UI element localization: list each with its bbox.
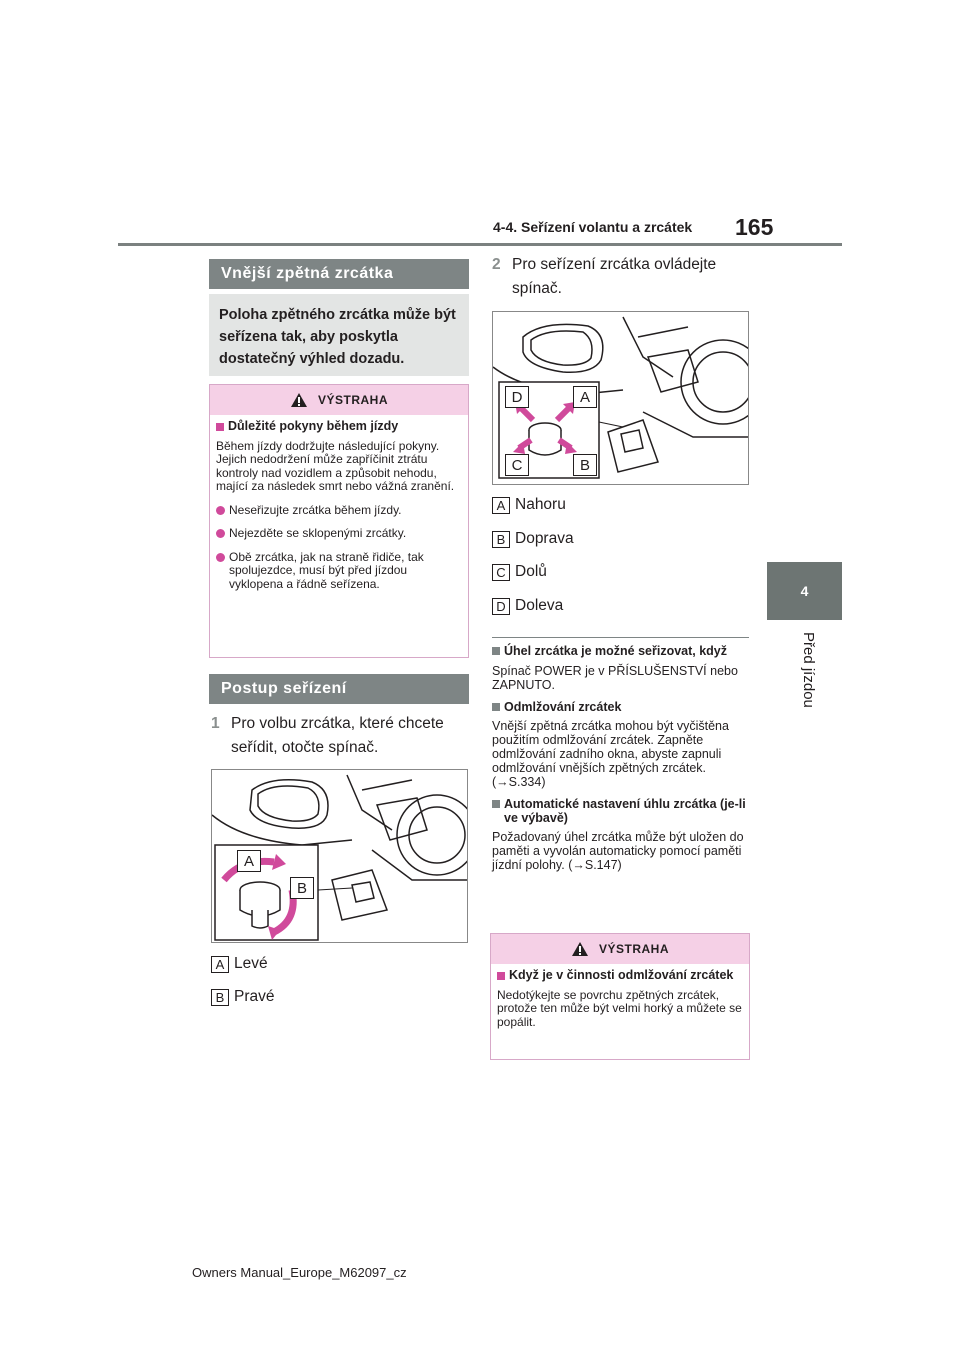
warning-bullet — [216, 504, 462, 518]
legend-item — [492, 496, 566, 514]
figure-label-a: A — [237, 850, 261, 872]
note-heading — [492, 797, 750, 825]
mirror-adjust-illustration — [492, 311, 749, 485]
figure-label-a: A — [573, 386, 597, 408]
intro-box — [209, 294, 469, 376]
note-heading — [492, 700, 750, 714]
mirror-select-illustration — [211, 769, 468, 943]
warning-subheading — [497, 969, 743, 983]
warning-icon — [290, 392, 308, 408]
warning-bullet-text: Nejezděte se sklopenými zrcátky. — [229, 526, 407, 540]
warning-body — [491, 964, 749, 1035]
legend-key: A — [211, 956, 229, 973]
step-text: Pro volbu zrcátka, které chcete seřídit, otočte spínač. — [231, 715, 444, 756]
warning-text: Nedotýkejte se povrchu zpětných zrcátek, protože ten může být velmi horký a můžete se popálit. — [497, 987, 742, 1029]
legend-text: Nahoru — [515, 496, 566, 513]
legend-item — [492, 597, 563, 615]
warning-subheading-text: Důležité pokyny během jízdy — [228, 419, 399, 433]
page-number: 165 — [735, 214, 774, 240]
legend-key: B — [492, 531, 510, 548]
legend-item — [492, 563, 547, 581]
intro-text: Poloha zpětného zrcátka může být seřízena tak, aby poskytla dostatečný výhled dozadu. — [219, 307, 456, 367]
notes-divider — [492, 637, 749, 638]
legend-text: Pravé — [234, 988, 275, 1005]
header-rule — [118, 243, 842, 246]
warning-bullet — [216, 551, 462, 592]
warning-icon — [571, 941, 589, 957]
step-1 — [211, 712, 469, 760]
step-2 — [492, 253, 750, 301]
legend-item — [211, 955, 268, 973]
legend-text: Doprava — [515, 530, 574, 547]
square-bullet-icon — [492, 800, 500, 808]
legend-key: C — [492, 564, 510, 581]
note-text: Spínač POWER je v PŘÍSLUŠENSTVÍ nebo ZAPNUTO. — [492, 664, 738, 692]
warning-header — [210, 385, 468, 415]
chapter-number: 4 — [800, 583, 809, 599]
square-bullet-icon — [497, 972, 505, 980]
square-bullet-icon — [492, 647, 500, 655]
legend-item — [492, 530, 574, 548]
warning-bullet — [216, 527, 462, 541]
legend-key: B — [211, 989, 229, 1006]
warning-title: VÝSTRAHA — [317, 393, 388, 407]
mirror-adjust-drawing — [493, 312, 748, 484]
warning-subheading — [216, 420, 462, 434]
notes-section — [492, 644, 750, 872]
legend-key: A — [492, 497, 510, 514]
note-heading — [492, 644, 750, 658]
section-heading: Vnější zpětná zrcátka — [209, 259, 469, 289]
footer-manual-id: Owners Manual_Europe_M62097_cz — [192, 1265, 407, 1280]
warning-header — [491, 934, 749, 964]
square-bullet-icon — [492, 703, 500, 711]
figure-label-d: D — [505, 386, 529, 408]
note-text: Požadovaný úhel zrcátka může být uložen do paměti a vyvolán automaticky pomocí paměti jízdní polohy. (→S.147) — [492, 830, 744, 872]
step-text: Pro seřízení zrcátka ovládejte spínač. — [512, 256, 717, 297]
warning-body — [210, 415, 468, 597]
warning-title: VÝSTRAHA — [598, 942, 669, 956]
procedure-heading: Postup seřízení — [209, 674, 469, 704]
legend-text: Levé — [234, 955, 268, 972]
dot-bullet-icon — [216, 553, 225, 562]
note-heading-text: Automatické nastavení úhlu zrcátka (je-li ve výbavě) — [504, 797, 746, 825]
legend-item — [211, 988, 275, 1006]
figure-label-b: B — [290, 877, 314, 899]
note-heading-text: Úhel zrcátka je možné seřizovat, když — [504, 644, 728, 658]
warning-subheading-text: Když je v činnosti odmlžování zrcátek — [509, 968, 734, 982]
dot-bullet-icon — [216, 506, 225, 515]
note-text: Vnější zpětná zrcátka mohou být vyčištěna použitím odmlžování zrcátek. Zapněte odmlžování zadního okna, abyste zapnuli odmlžování vnějších zpětných zrcátek. (→S.334) — [492, 719, 729, 789]
legend-text: Doleva — [515, 597, 564, 614]
header-section-title: 4-4. Seřízení volantu a zrcátek — [493, 219, 693, 235]
warning-text: Během jízdy dodržujte následující pokyny. Jejich nedodržení může zapříčinit ztrátu kontroly nad vozidlem a způsobit nehodu, mající za následek smrt nebo vážná zranění. — [216, 438, 455, 493]
chapter-label: Před jízdou — [800, 632, 817, 708]
figure-label-c: C — [505, 454, 529, 476]
legend-text: Dolů — [515, 563, 547, 580]
warning-box — [209, 384, 469, 658]
warning-bullet-text: Obě zrcátka, jak na straně řidiče, tak spolujezdce, musí být před jízdou vyklopena a řádně seřízena. — [229, 549, 424, 591]
figure-label-b: B — [573, 454, 597, 476]
chapter-tab — [767, 562, 842, 620]
warning-bullet-text: Neseřizujte zrcátka během jízdy. — [229, 502, 402, 517]
note-heading-text: Odmlžování zrcátek — [504, 700, 622, 714]
legend-key: D — [492, 598, 510, 615]
square-bullet-icon — [216, 423, 224, 431]
warning-box-2 — [490, 933, 750, 1060]
dot-bullet-icon — [216, 529, 225, 538]
step-number: 1 — [211, 715, 220, 732]
step-number: 2 — [492, 256, 501, 273]
